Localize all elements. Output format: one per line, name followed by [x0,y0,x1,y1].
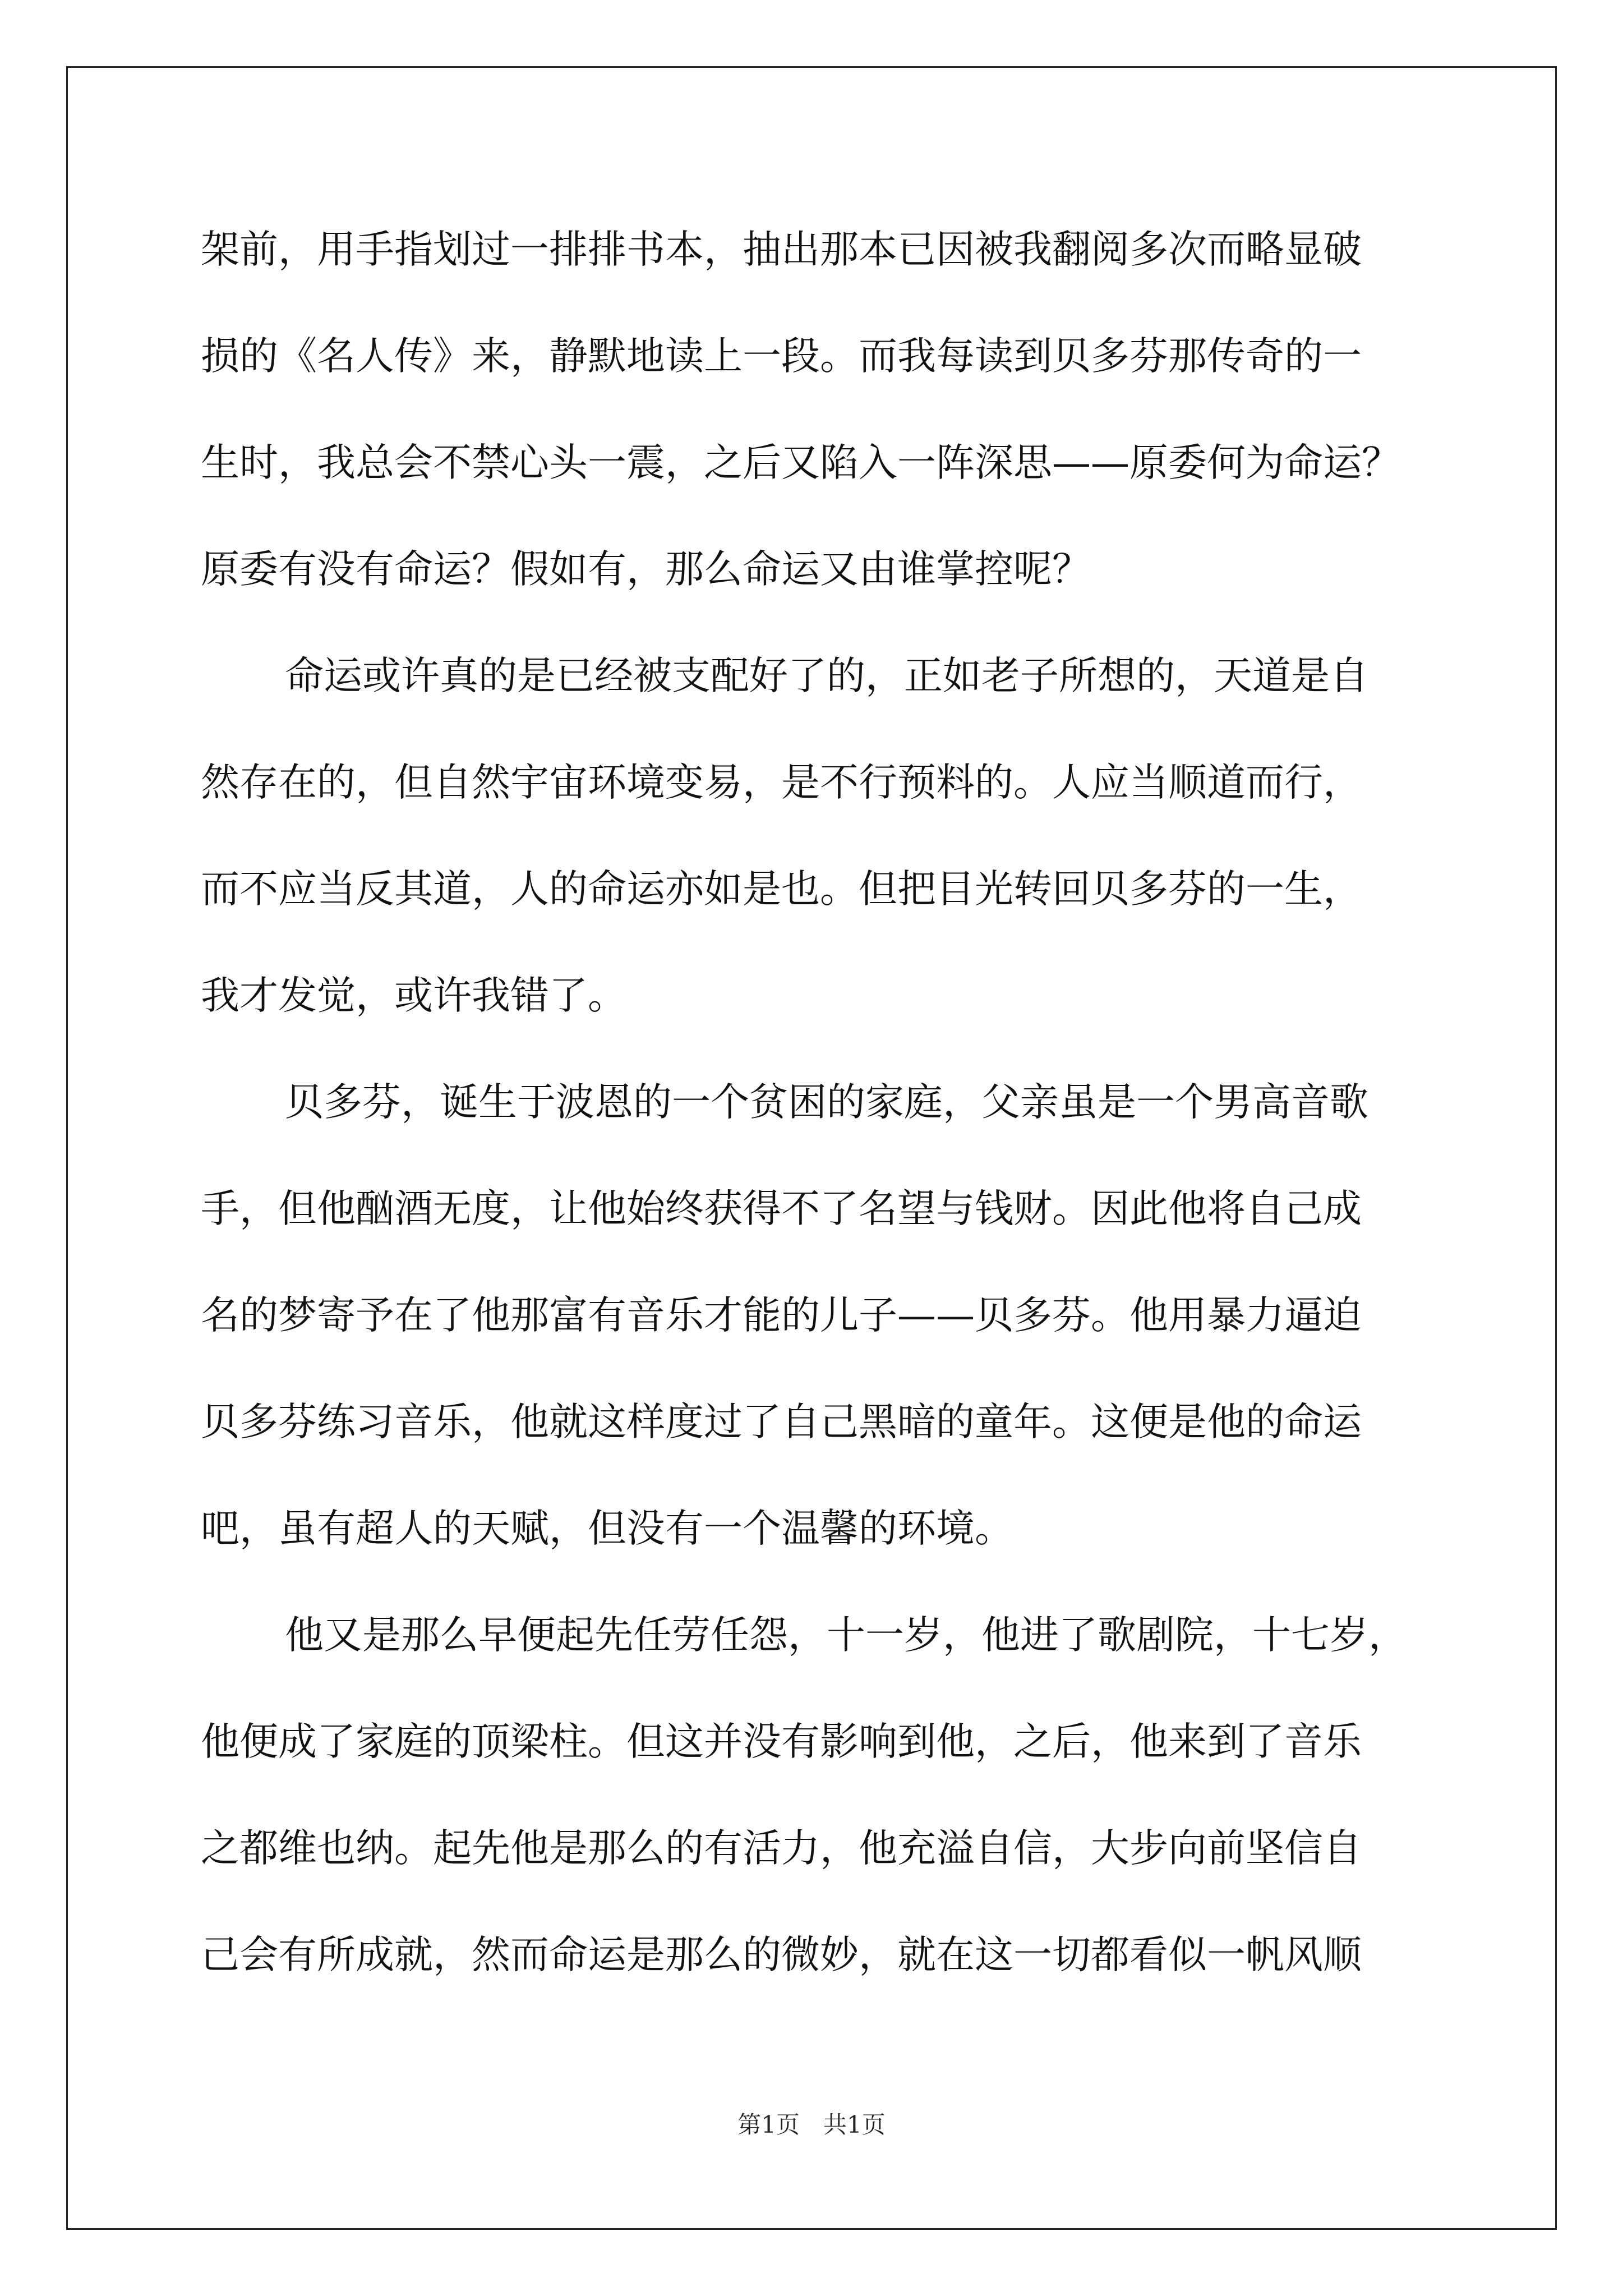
text-line: 我才发觉，或许我错了。 [201,973,626,1018]
text-line: 架前，用手指划过一排排书本，抽出那本已因被我翻阅多次而略显破 [201,227,1362,272]
document-body [201,223,1457,2035]
text-line: 之都维也纳。起先他是那么的有活力，他充溢自信，大步向前坚信自 [201,1826,1362,1871]
text-line: 名的梦寄予在了他那富有音乐才能的儿子——贝多芬。他用暴力逼迫 [201,1293,1362,1338]
text-line: 而不应当反其道，人的命运亦如是也。但把目光转回贝多芬的一生， [201,867,1362,912]
paragraph-first-line: 他又是那么早便起先任劳任怨，十一岁，他进了歌剧院，十七岁， [285,1613,1407,1658]
paragraph-first-line: 命运或许真的是已经被支配好了的，正如老子所想的，天道是自 [285,654,1368,698]
page-number-footer: 第1页 共1页 [737,2111,886,2138]
text-line: 吧，虽有超人的天赋，但没有一个温馨的环境。 [201,1506,1013,1551]
text-line: 己会有所成就，然而命运是那么的微妙，就在这一切都看似一帆风顺 [201,1932,1362,1977]
text-line: 他便成了家庭的顶梁柱。但这并没有影响到他，之后，他来到了音乐 [201,1719,1362,1764]
paragraph-first-line: 贝多芬，诞生于波恩的一个贫困的家庭，父亲虽是一个男高音歌 [285,1080,1368,1125]
text-line: 手，但他酗酒无度，让他始终获得不了名望与钱财。因此他将自己成 [201,1186,1362,1231]
text-line: 原委有没有命运？假如有，那么命运又由谁掌控呢？ [201,547,1091,592]
text-line: 贝多芬练习音乐，他就这样度过了自己黑暗的童年。这便是他的命运 [201,1400,1362,1444]
text-line: 生时，我总会不禁心头一震，之后又陷入一阵深思——原委何为命运？ [201,440,1400,485]
text-line: 损的《名人传》来，静默地读上一段。而我每读到贝多芬那传奇的一 [201,334,1362,379]
text-line: 然存在的，但自然宇宙环境变易，是不行预料的。人应当顺道而行， [201,760,1362,805]
